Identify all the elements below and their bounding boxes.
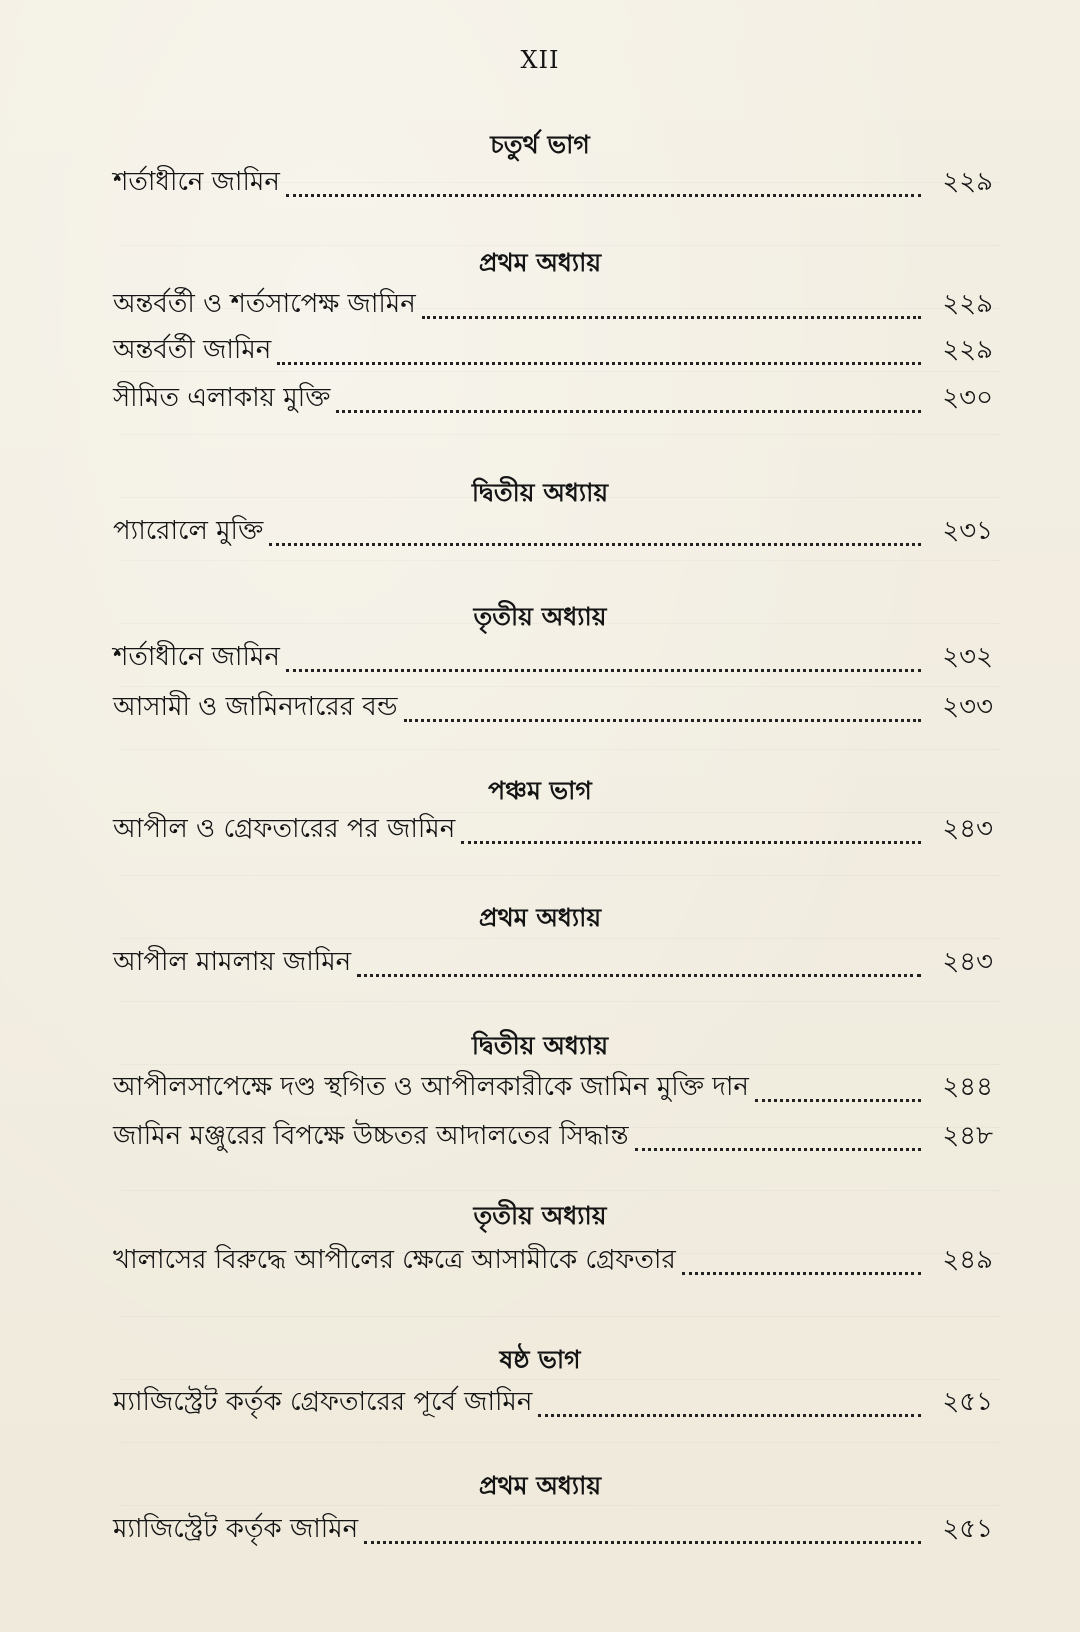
toc-entry-label: খালাসের বিরুদ্ধে আপীলের ক্ষেত্রে আসামীকে গ্রেফতার [113,1245,676,1275]
toc-entry-page: ২৩২ [942,642,993,672]
dot-leader [404,719,921,722]
toc-entry-page: ২৪৮ [942,1121,993,1151]
dot-leader [755,1099,921,1102]
dot-leader [635,1148,921,1151]
toc-entry-page: ২৪৪ [942,1072,993,1102]
toc-entry-page: ২৪৩ [942,947,993,977]
toc-entry [113,1070,993,1110]
chapter-heading: প্রথম অধ্যায় [478,248,602,277]
toc-entry [113,945,993,985]
part-heading: চতুর্থ ভাগ [490,130,590,159]
toc-entry [113,165,993,205]
dot-leader [682,1272,921,1275]
toc-entry-label: শর্তাধীনে জামিন [113,642,280,672]
dot-leader [461,841,921,844]
toc-entry [113,514,993,554]
toc-entry-page: ২৫১ [942,1387,993,1417]
dot-leader [277,362,921,365]
toc-entry [113,1512,993,1552]
toc-entry [113,1119,993,1159]
toc-entry [113,640,993,680]
toc-entry-label: আসামী ও জামিনদারের বন্ড [113,692,398,722]
toc-entry-label: অন্তর্বর্তী ও শর্তসাপেক্ষ জামিন [113,289,416,319]
toc-entry [113,287,993,327]
page-number-header: XII [520,46,560,74]
toc-entry-label: ম্যাজিস্ট্রেট কর্তৃক গ্রেফতারের পূর্বে জামিন [113,1387,533,1417]
part-heading: পঞ্চম ভাগ [488,776,592,805]
toc-entry-label: শর্তাধীনে জামিন [113,167,280,197]
toc-entry-label: ম্যাজিস্ট্রেট কর্তৃক জামিন [113,1514,359,1544]
toc-entry-page: ২২৯ [942,167,993,197]
toc-entry-label: আপীল ও গ্রেফতারের পর জামিন [113,814,456,844]
toc-entry-page: ২৪৩ [942,814,993,844]
dot-leader [357,974,921,977]
chapter-heading: দ্বিতীয় অধ্যায় [471,1031,609,1060]
dot-leader [538,1414,921,1417]
chapter-heading: তৃতীয় অধ্যায় [473,1201,607,1230]
toc-entry-page: ২৩০ [942,383,993,413]
toc-entry-label: প্যারোলে মুক্তি [113,516,264,546]
toc-entry [113,1385,993,1425]
toc-entry [113,690,993,730]
chapter-heading: প্রথম অধ্যায় [478,903,602,932]
toc-entry-page: ২৪৯ [942,1245,993,1275]
toc-entry [113,812,993,852]
chapter-heading: প্রথম অধ্যায় [478,1471,602,1500]
toc-entry-page: ২২৯ [942,335,993,365]
toc-entry-label: সীমিত এলাকায় মুক্তি [113,383,331,413]
dot-leader [364,1541,921,1544]
toc-entry [113,381,993,421]
toc-entry-page: ২৩৩ [942,692,993,722]
chapter-heading: দ্বিতীয় অধ্যায় [471,478,609,507]
toc-entry-label: জামিন মঞ্জুরের বিপক্ষে উচ্চতর আদালতের সিদ্ধান্ত [113,1121,629,1151]
part-heading: ষষ্ঠ ভাগ [499,1345,581,1374]
toc-entry-label: আপীলসাপেক্ষে দণ্ড স্থগিত ও আপীলকারীকে জামিন মুক্তি দান [113,1072,749,1102]
dot-leader [286,194,921,197]
toc-entry-label: আপীল মামলায় জামিন [113,947,352,977]
chapter-heading: তৃতীয় অধ্যায় [473,602,607,631]
dot-leader [286,669,921,672]
dot-leader [269,543,921,546]
toc-entry-page: ২৩১ [942,516,993,546]
toc-entry [113,333,993,373]
toc-entry-page: ২৫১ [942,1514,993,1544]
dot-leader [422,316,921,319]
toc-entry-label: অন্তর্বর্তী জামিন [113,335,272,365]
toc-entry [113,1243,993,1283]
toc-entry-page: ২২৯ [942,289,993,319]
dot-leader [336,410,921,413]
